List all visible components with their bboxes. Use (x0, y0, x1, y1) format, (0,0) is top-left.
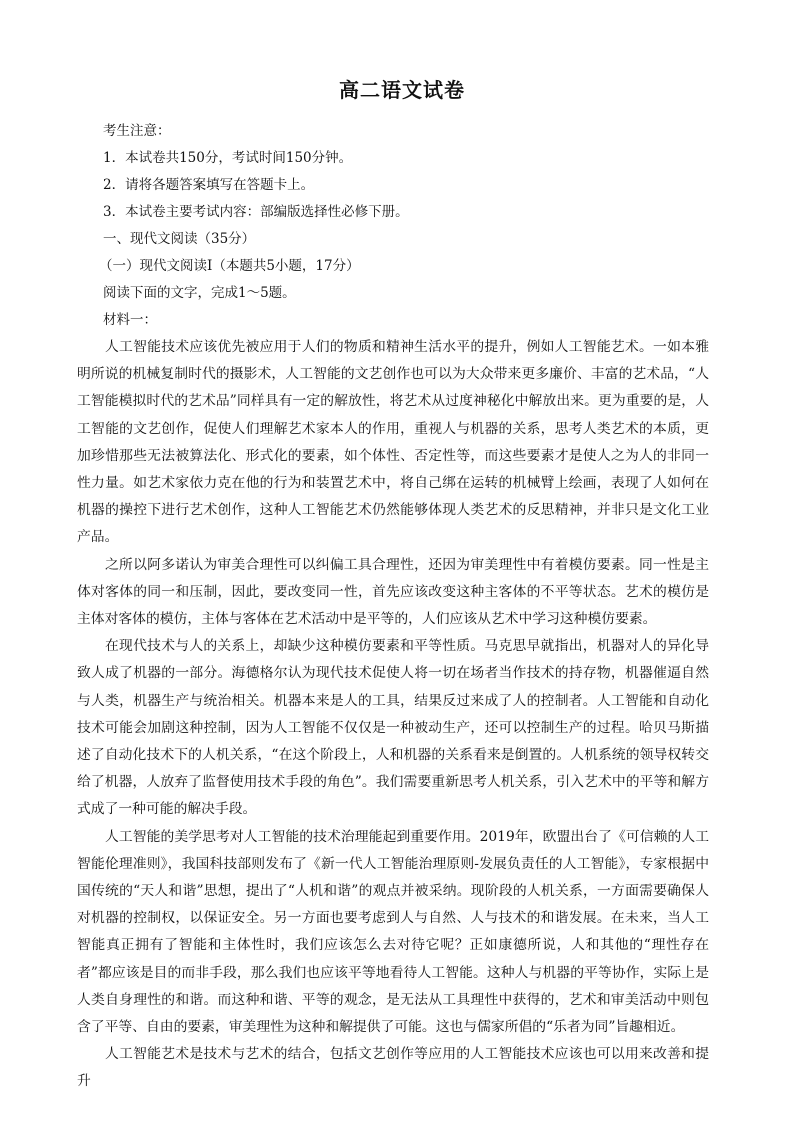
notice-item: 2．请将各题答案填写在答题卡上。 (103, 177, 315, 193)
body-paragraph: 之所以阿多诺认为审美合理性可以纠偏工具合理性，还因为审美理性中有着模仿要素。同一性是主体对客体的同一和压制，因此，要改变同一性，首先应该改变这种主客体的不平等状态。艺术的模仿是主体对客体的模仿，主体与客体在艺术活动中是平等的，人们应该从艺术中学习这种模仿要素。 (77, 556, 709, 628)
notice-item: 1．本试卷共150分，考试时间150分钟。 (103, 150, 353, 166)
material-label: 材料一： (103, 312, 157, 328)
subsection-heading: （一）现代文阅读Ⅰ（本题共5小题，17分） (99, 258, 360, 274)
notice-heading: 考生注意： (103, 123, 171, 139)
body-paragraph: 人工智能的美学思考对人工智能的技术治理能起到重要作用。2019年，欧盟出台了《可信赖的人工智能伦理准则》，我国科技部则发布了《新一代人工智能治理原则-发展负责任的人工智能》，专家根据中国传统的“天人和谐”思想，提出了“人机和谐”的观点并被采纳。现阶段的人机关系，一方面需要确保人对机器的控制权，以保证安全。另一方面也要考虑到人与自然、人与技术的和谐发展。在未来，当人工智能真正拥有了智能和主体性时，我们应该怎么去对待它呢？正如康德所说，人和其他的“理性存在者”都应该是目的而非手段，那么我们也应该平等地看待人工智能。这种人与机器的平等协作，实际上是人类自身理性的和谐。而这种和谐、平等的观念，是无法从工具理性中获得的，艺术和审美活动中则包含了平等、自由的要素，审美理性为这种和解提供了可能。这也与儒家所倡的“乐者为同”旨趣相近。 (77, 828, 709, 1036)
body-paragraph: 人工智能艺术是技术与艺术的结合，包括文艺创作等应用的人工智能技术应该也可以用来改善和提升 (77, 1046, 709, 1090)
body-paragraph: 在现代技术与人的关系上，却缺少这种模仿要素和平等性质。马克思早就指出，机器对人的异化导致人成了机器的一部分。海德格尔认为现代技术促使人将一切在场者当作技术的持存物，机器催逼自然与人类，机器生产与统治相关。机器本来是人的工具，结果反过来成了人的控制者。人工智能和自动化技术可能会加剧这种控制，因为人工智能不仅仅是一种被动生产，还可以控制生产的过程。哈贝马斯描述了自动化技术下的人机关系，“在这个阶段上，人和机器的关系看来是倒置的。人机系统的领导权转交给了机器，人放弃了监督使用技术手段的角色”。我们需要重新思考人机关系，引入艺术中的平等和解方式成了一种可能的解决手段。 (77, 638, 709, 818)
section-heading: 一、现代文阅读（35分） (103, 231, 256, 247)
reading-instruction: 阅读下面的文字，完成1～5题。 (103, 285, 296, 301)
body-paragraph: 人工智能技术应该优先被应用于人们的物质和精神生活水平的提升，例如人工智能艺术。一如本雅明所说的机械复制时代的摄影术，人工智能的文艺创作也可以为大众带来更多廉价、丰富的艺术品，“人工智能模拟时代的艺术品”同样具有一定的解放性，将艺术从过度神秘化中解放出来。更为重要的是，人工智能的文艺创作，促使人们理解艺术家本人的作用，重视人与机器的关系，思考人类艺术的本质，更加珍惜那些无法被算法化、形式化的要素，如个体性、否定性等，而这些要素才是使人之为人的非同一性力量。如艺术家依力克在他的行为和装置艺术中，将自己绑在运转的机械臂上绘画，表现了人如何在机器的操控下进行艺术创作，这种人工智能艺术仍然能够体现人类艺术的反思精神，并非只是文化工业产品。 (77, 339, 709, 546)
notice-item: 3．本试卷主要考试内容：部编版选择性必修下册。 (103, 204, 409, 220)
exam-title: 高二语文试卷 (339, 78, 465, 102)
